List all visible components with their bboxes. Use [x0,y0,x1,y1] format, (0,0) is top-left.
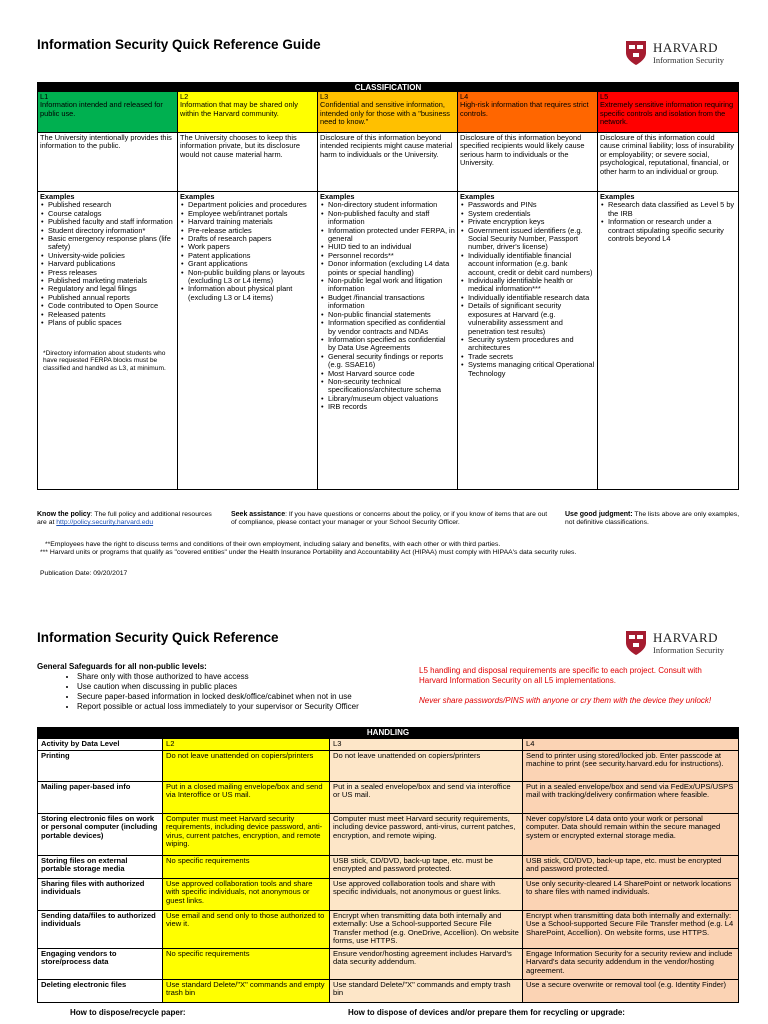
handling-cell: No specific requirements [163,949,330,979]
safeguard-item: • Report possible or actual loss immediately to your supervisor or Security Officer [77,702,359,712]
example-item: • System credentials [468,210,595,218]
logo-name: HARVARD [653,630,719,646]
classification-header: CLASSIFICATION [38,83,738,92]
example-item: • Systems managing critical Operational Technology [468,361,595,378]
example-item: • Harvard training materials [188,218,315,226]
example-item: • Information protected under FERPA, in general [328,227,455,244]
handling-row [38,750,738,781]
general-safeguards [37,662,359,712]
examples-label: Examples [320,192,355,201]
example-item: • Most Harvard source code [328,370,455,378]
level-cell-l5 [598,92,738,132]
level-description: The University intentionally provides this information to the public. [38,133,178,191]
handling-cell: Engage Information Security for a security review and include Harvard's data security addendum in the vendor/hosting agreement. [523,949,738,979]
safeguard-item: • Share only with those authorized to have access [77,672,359,682]
good-judgment [565,511,740,527]
example-item: • Personnel records** [328,252,455,260]
example-item: • Regulatory and legal filings [48,285,175,293]
handling-table [37,727,739,1003]
example-item: • Student directory information* [48,227,175,235]
example-item: • Pre-release articles [188,227,315,235]
example-item: • Grant applications [188,260,315,268]
footnote-hipaa: *** Harvard units or programs that qualify as "covered entities" under the Health Insurance Portability and Accountability Act (HIPAA) must comply with HIPAA's data security rules. [40,549,577,556]
example-item: • Passwords and PINs [468,201,595,209]
example-item: • Published research [48,201,175,209]
handling-cell: Use approved collaboration tools and share with specific individuals, not anonymous or guest links. [163,879,330,910]
example-item: • Employee web/intranet portals [188,210,315,218]
footnote-employees: **Employees have the right to discuss terms and conditions of their own employment, including salary and benefits, with each other or with third parties. [45,541,501,548]
handling-row [38,781,738,813]
harvard-logo-2 [625,630,724,656]
handling-cell: Send to printer using stored/locked job. Enter passcode at machine to print (see security.harvard.edu for instructions). [523,751,738,781]
know-policy [37,511,217,527]
level-definition: Information that may be shared only within the Harvard community. [180,100,298,118]
example-item: • University-wide policies [48,252,175,260]
logo-sub: Information Security [653,55,725,66]
example-item: • Non-published faculty and staff information [328,210,455,227]
example-item: • Department policies and procedures [188,201,315,209]
classification-table [37,82,739,490]
example-item: • Published annual reports [48,294,175,302]
handling-cell: Use standard Delete/"X" commands and empty trash bin [330,980,523,1002]
level-definition: Information intended and released for public use. [40,100,163,118]
activity-cell: Storing electronic files on work or personal computer (including portable devices) [38,814,163,855]
column-header: L2 [163,739,330,750]
level-description: Disclosure of this information beyond intended recipients might cause material harm to individuals or the University. [318,133,458,191]
handling-cell: Use only security-cleared L4 SharePoint or network locations to share files with named individuals. [523,879,738,910]
activity-cell: Sending data/files to authorized individuals [38,911,163,948]
example-item: • Plans of public spaces [48,319,175,327]
example-item: • Private encryption keys [468,218,595,226]
level-description: Disclosure of this information beyond specified recipients would likely cause serious harm to individuals or the University. [458,133,598,191]
examples-label: Examples [460,192,495,201]
example-item: • Press releases [48,269,175,277]
seek-assistance-text: : If you have questions or concerns about the policy, or if you know of items that are out of compliance, please contact your manager or your School Security Officer. [231,511,548,527]
page-title-2: Information Security Quick Reference [37,630,279,645]
shield-icon [625,630,647,656]
handling-cell: Use standard Delete/"X" commands and empty trash bin [163,980,330,1002]
handling-cell: Do not leave unattended on copiers/printers [330,751,523,781]
level-id: L2 [180,92,189,101]
level-definition: Extremely sensitive information requiring specific controls and isolation from the network. [600,100,734,127]
example-item: • Published marketing materials [48,277,175,285]
examples-label: Examples [40,192,75,201]
level-cell-l1 [38,92,178,132]
level-id: L5 [600,92,609,101]
handling-column-headers [38,738,738,750]
example-item: • Released patents [48,311,175,319]
example-item: • Course catalogs [48,210,175,218]
examples-l4 [458,192,598,489]
handling-cell: Use email and send only to those authorized to view it. [163,911,330,948]
page-title: Information Security Quick Reference Guide [37,37,321,52]
example-item: • Information or research under a contract stipulating specific security controls beyond L4 [608,218,736,243]
logo-name: HARVARD [653,40,719,56]
know-policy-label: Know the policy [37,511,91,518]
example-item: • Patent applications [188,252,315,260]
example-item: • Details of significant security exposures at Harvard (e.g. vulnerability assessment and penetration test results) [468,302,595,336]
example-item: • Non-public financial statements [328,311,455,319]
handling-cell: Computer must meet Harvard security requirements, including device password, anti-virus, current patches, encryption, and remote wiping. [163,814,330,855]
level-examples-row [38,191,738,489]
activity-cell: Printing [38,751,163,781]
handling-cell: USB stick, CD/DVD, back-up tape, etc. must be encrypted and password protected. [330,856,523,878]
level-definition: High-risk information that requires strict controls. [460,100,589,118]
seek-assistance [231,511,549,527]
example-item: • HUID tied to an individual [328,243,455,251]
examples-l1 [38,192,178,489]
example-item: • Basic emergency response plans (life safety) [48,235,175,252]
example-item: • Code contributed to Open Source [48,302,175,310]
level-definitions-row [38,92,738,132]
example-item: • Individually identifiable health or medical information*** [468,277,595,294]
l5-handling-note: L5 handling and disposal requirements are specific to each project. Consult with Harvard Information Security on all L5 implementations. [419,666,702,685]
level-id: L4 [460,92,469,101]
activity-cell: Deleting electronic files [38,980,163,1002]
examples-label: Examples [600,192,635,201]
handling-cell: Put in a closed mailing envelope/box and send via Interoffice or US mail. [163,782,330,813]
shield-icon [625,40,647,66]
example-item: • Research data classified as Level 5 by the IRB [608,201,736,218]
safeguards-title: General Safeguards for all non-public levels: [37,662,207,671]
handling-cell: Use approved collaboration tools and share with specific individuals, not anonymous or guest links. [330,879,523,910]
example-item: • Non-public legal work and litigation information [328,277,455,294]
handling-row [38,878,738,910]
handling-cell: Computer must meet Harvard security requirements, including device password, anti-virus, current patches, encryption, and remote wiping. [330,814,523,855]
example-item: • Information specified as confidential by vendor contracts and NDAs [328,319,455,336]
example-item: • Published faculty and staff information [48,218,175,226]
handling-cell: Do not leave unattended on copiers/printers [163,751,330,781]
example-item: • Information specified as confidential by Data Use Agreements [328,336,455,353]
examples-l5 [598,192,738,489]
handling-row [38,855,738,878]
seek-assistance-label: Seek assistance [231,511,286,518]
handling-cell: Put in a sealed envelope/box and send via FedEx/UPS/USPS mail with tracking/delivery confirmation where feasible. [523,782,738,813]
example-item: • Budget /financial transactions information [328,294,455,311]
dispose-paper-heading: How to dispose/recycle paper: [70,1008,186,1017]
level-id: L1 [40,92,49,101]
level-id: L3 [320,92,329,101]
handling-header: HANDLING [38,728,738,738]
level-cell-l2 [178,92,318,132]
level-cell-l4 [458,92,598,132]
activity-cell: Sharing files with authorized individuals [38,879,163,910]
level-cell-l3 [318,92,458,132]
directory-note: *Directory information about students who have requested FERPA blocks must be classified and handled as L3, at minimum. [43,349,166,372]
handling-cell: Encrypt when transmitting data both internally and externally: Use a School-supported Secure File Transfer method (e.g. L4 SharePoint, Accellion). On website forms, use HTTPS. [523,911,738,948]
never-share-warning: Never share passwords/PINS with anyone or cry them with the device they unlock! [419,696,712,705]
level-description: The University chooses to keep this information private, but its disclosure would not cause material harm. [178,133,318,191]
column-header: L4 [523,739,738,750]
safeguard-item: • Use caution when discussing in public places [77,682,359,692]
good-judgment-text: The lists above are only examples, not definitive classifications. [565,511,740,527]
level-descriptions-row [38,132,738,191]
handling-row [38,979,738,1002]
example-item: • Donor information (excluding L4 data points or special handling) [328,260,455,277]
example-item: • Government issued identifiers (e.g. Social Security Number, Passport number, driver's license) [468,227,595,252]
column-header: Activity by Data Level [38,739,163,750]
policy-link[interactable]: http://policy.security.harvard.edu [56,519,154,527]
example-item: • Non-public building plans or layouts (excluding L3 or L4 items) [188,269,315,286]
example-item: • Harvard publications [48,260,175,268]
example-item: • Trade secrets [468,353,595,361]
activity-cell: Storing files on external portable storage media [38,856,163,878]
know-policy-text: : The full policy and additional resources are at [37,511,212,527]
example-item: • Non-security technical specifications/architecture schema [328,378,455,395]
handling-cell: Encrypt when transmitting data both internally and externally: Use a School-supported Secure File Transfer method (e.g. OneDrive, Accellion). On website forms, use HTTPS. [330,911,523,948]
handling-cell: Use a secure overwrite or removal tool (e.g. Identity Finder) [523,980,738,1002]
harvard-logo [625,40,724,66]
examples-l2 [178,192,318,489]
level-description: Disclosure of this information could cause criminal liability; loss of insurability or employability; or severe social, psychological, reputational, financial, or other harm to an individual or group. [600,133,734,176]
activity-cell: Mailing paper-based info [38,782,163,813]
column-header: L3 [330,739,523,750]
examples-label: Examples [180,192,215,201]
handling-row [38,813,738,855]
handling-row [38,910,738,948]
handling-row [38,948,738,979]
example-item: • Non-directory student information [328,201,455,209]
handling-cell: No specific requirements [163,856,330,878]
publication-date: Publication Date: 09/20/2017 [40,570,128,577]
example-item: • Individually identifiable financial account information (e.g. bank account, credit or debit card numbers) [468,252,595,277]
good-judgment-label: Use good judgment: [565,511,633,518]
safeguard-item: • Secure paper-based information in locked desk/office/cabinet when not in use [77,692,359,702]
dispose-devices-heading: How to dispose of devices and/or prepare them for recycling or upgrade: [348,1008,625,1017]
example-item: • General security findings or reports (e.g. SSAE16) [328,353,455,370]
logo-sub: Information Security [653,645,725,656]
level-definition: Confidential and sensitive information, intended only for those with a "business need to know." [320,100,450,127]
handling-cell: Put in a sealed envelope/box and send via interoffice or US mail. [330,782,523,813]
example-item: • IRB records [328,403,455,411]
example-item: • Work papers [188,243,315,251]
example-item: • Drafts of research papers [188,235,315,243]
handling-cell: Ensure vendor/hosting agreement includes Harvard's data security addendum. [330,949,523,979]
examples-l3 [318,192,458,489]
handling-cell: USB stick, CD/DVD, back-up tape, etc. must be encrypted and password protected. [523,856,738,878]
example-item: • Library/museum object valuations [328,395,455,403]
example-item: • Individually identifiable research data [468,294,595,302]
activity-cell: Engaging vendors to store/process data [38,949,163,979]
example-item: • Security system procedures and architectures [468,336,595,353]
handling-cell: Never copy/store L4 data onto your work or personal computer. Data should remain within the secure managed system or encrypted external storage media. [523,814,738,855]
example-item: • Information about physical plant (excluding L3 or L4 items) [188,285,315,302]
